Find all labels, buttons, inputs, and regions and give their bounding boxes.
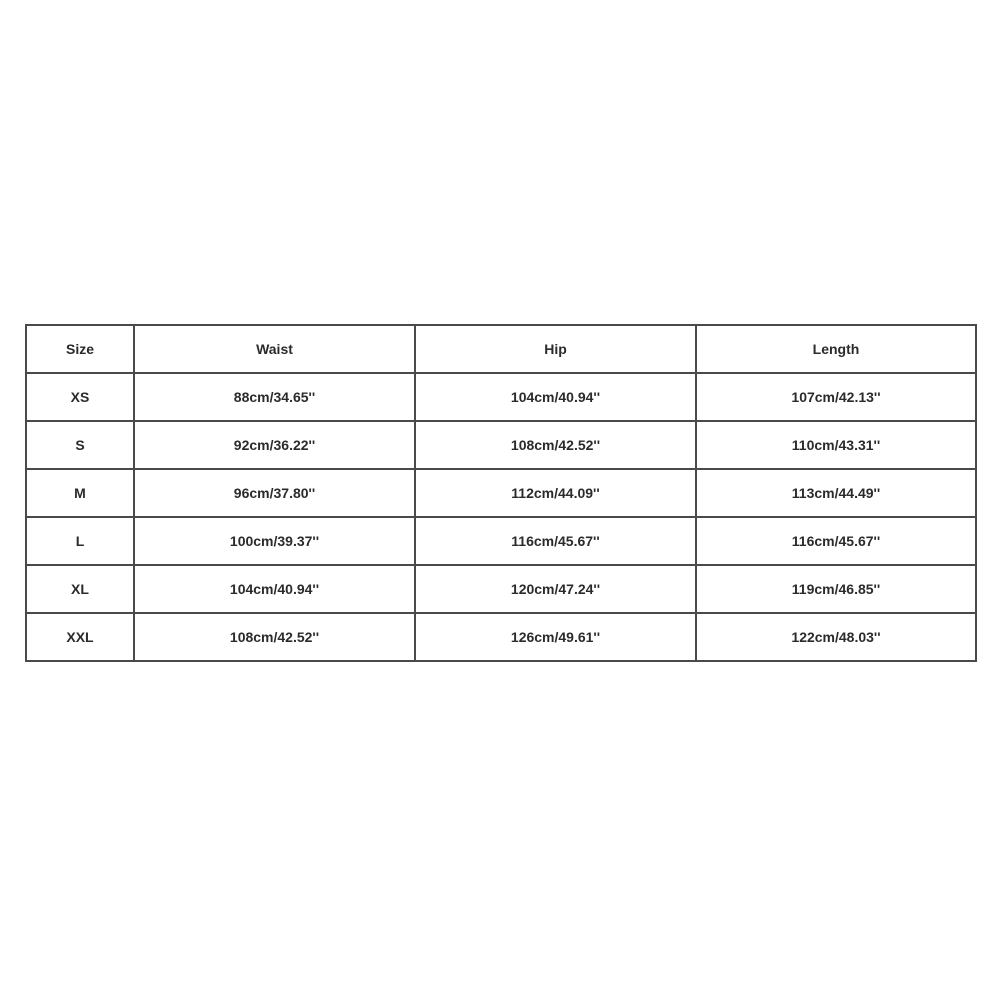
table-row <box>26 517 976 565</box>
hip-cell: 116cm/45.67'' <box>415 517 696 565</box>
length-cell: 122cm/48.03'' <box>696 613 976 661</box>
waist-cell: 96cm/37.80'' <box>134 469 415 517</box>
waist-cell: 104cm/40.94'' <box>134 565 415 613</box>
waist-cell: 100cm/39.37'' <box>134 517 415 565</box>
size-chart-table <box>25 324 977 662</box>
hip-cell: 104cm/40.94'' <box>415 373 696 421</box>
header-waist: Waist <box>134 325 415 373</box>
size-cell: XL <box>26 565 134 613</box>
table-row <box>26 373 976 421</box>
length-cell: 113cm/44.49'' <box>696 469 976 517</box>
table-row <box>26 565 976 613</box>
table-row <box>26 469 976 517</box>
size-cell: XS <box>26 373 134 421</box>
size-cell: L <box>26 517 134 565</box>
hip-cell: 112cm/44.09'' <box>415 469 696 517</box>
length-cell: 110cm/43.31'' <box>696 421 976 469</box>
table-row <box>26 421 976 469</box>
length-cell: 119cm/46.85'' <box>696 565 976 613</box>
length-cell: 116cm/45.67'' <box>696 517 976 565</box>
table-header-row <box>26 325 976 373</box>
size-cell: M <box>26 469 134 517</box>
length-cell: 107cm/42.13'' <box>696 373 976 421</box>
header-length: Length <box>696 325 976 373</box>
table-row <box>26 613 976 661</box>
header-hip: Hip <box>415 325 696 373</box>
size-cell: XXL <box>26 613 134 661</box>
waist-cell: 92cm/36.22'' <box>134 421 415 469</box>
hip-cell: 108cm/42.52'' <box>415 421 696 469</box>
hip-cell: 126cm/49.61'' <box>415 613 696 661</box>
size-cell: S <box>26 421 134 469</box>
waist-cell: 88cm/34.65'' <box>134 373 415 421</box>
waist-cell: 108cm/42.52'' <box>134 613 415 661</box>
header-size: Size <box>26 325 134 373</box>
hip-cell: 120cm/47.24'' <box>415 565 696 613</box>
